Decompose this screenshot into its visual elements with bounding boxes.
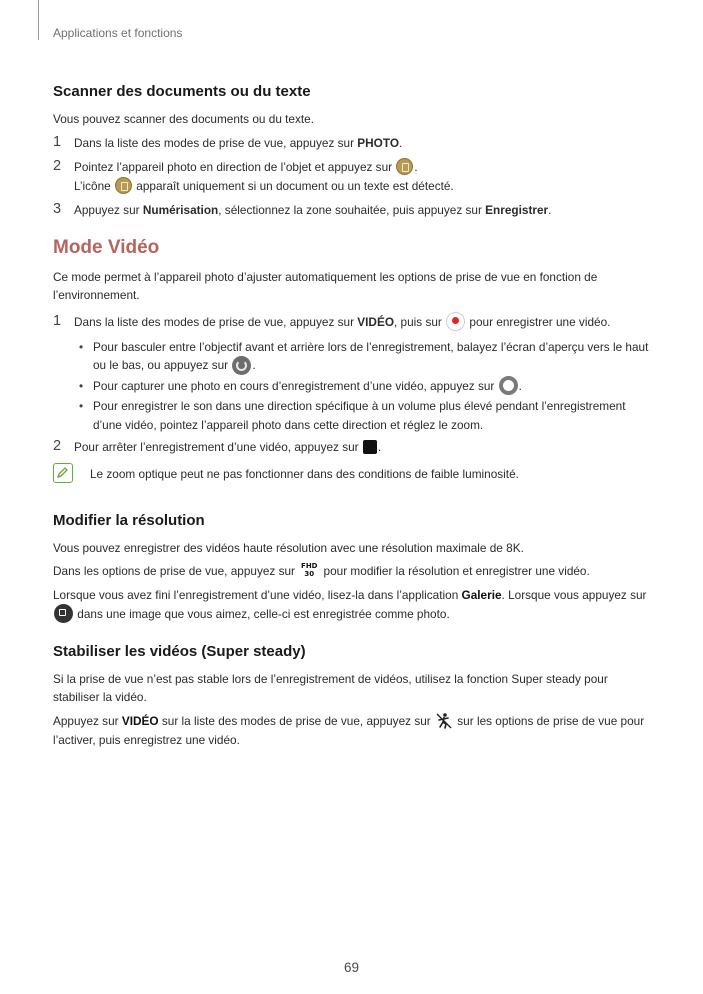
video-step-1: 1 Dans la liste des modes de prise de vue, appuyez sur VIDÉO, puis sur pour enregistrer une vidéo. [53,313,653,332]
video-tips-list [53,338,653,434]
list-item: • Pour basculer entre l’objectif avant et arrière lors de l’enregistrement, balayez l’écran d’aperçu vers le haut ou le bas, ou appuyez sur . [93,338,653,376]
document-scan-shutter-icon [396,158,413,175]
resolution-title: Modifier la résolution [53,511,205,529]
video-intro: Ce mode permet à l’appareil photo d’ajuster automatiquement les options de prise de vue en fonction de l’environnement. [53,269,598,302]
page-content [53,82,653,754]
resolution-p3: Lorsque vous avez fini l’enregistrement d’une vidéo, lisez-la dans l’application Galerie. Lorsque vous appuyez sur dans une image que vous aimez, celle-ci est enregistrée comme photo. [53,586,653,624]
note [53,465,653,485]
video-step-2: 2 Pour arrêter l’enregistrement d’une vidéo, appuyez sur . [53,438,382,455]
capture-icon [499,376,518,395]
stop-icon [363,440,377,454]
section-header: Applications et fonctions [53,26,183,40]
steady-title: Stabiliser les vidéos (Super steady) [53,642,306,660]
note-text: Le zoom optique peut ne pas fonctionner dans des conditions de faible luminosité. [90,466,519,481]
page-number: 69 [343,960,360,975]
video-mode-title: Mode Vidéo [53,236,160,258]
scan-step-1: 1 Dans la liste des modes de prise de vue, appuyez sur PHOTO. [53,133,403,150]
document-scan-shutter-icon [115,177,132,194]
scan-title: Scanner des documents ou du texte [53,83,311,100]
resolution-p2: Dans les options de prise de vue, appuyez sur FHD 30 pour modifier la résolution et enregistrer une vidéo. [53,562,590,579]
scan-step-2: 2 Pointez l’appareil photo en direction de l’objet et appuyez sur . L’icône apparaît uniquement si un document ou un texte est détecté. [53,158,454,193]
record-icon [446,312,465,331]
switch-camera-icon [232,356,251,375]
resolution-fhd-icon: FHD 30 [301,562,318,579]
super-steady-icon [435,712,453,730]
steady-p2: Appuyez sur VIDÉO sur la liste des modes de prise de vue, appuyez sur sur les options de prise de vue pour l’activer, puis enregistrez une vidéo. [53,712,653,749]
scan-intro: Vous pouvez scanner des documents ou du texte. [53,112,315,126]
list-item: • Pour capturer une photo en cours d’enregistrement d’une vidéo, appuyez sur . [93,377,653,396]
scan-step-3: 3 Appuyez sur Numérisation, sélectionnez la zone souhaitée, puis appuyez sur Enregistrer. [53,201,552,217]
header-divider [38,0,39,40]
steady-p1: Si la prise de vue n’est pas stable lors de l’enregistrement de vidéos, utilisez la fonction Super steady pour stabiliser la vidéo. [53,671,608,705]
list-item: • Pour enregistrer le son dans une direction spécifique à un volume plus élevé pendant l’enregistrement d’une vidéo, pointez l’appareil photo dans cette direction et réglez le zoom. [93,397,653,434]
resolution-p1: Vous pouvez enregistrer des vidéos haute résolution avec une résolution maximale de 8K. [53,540,524,555]
capture-from-video-icon [54,604,73,623]
note-pencil-icon [53,463,73,483]
